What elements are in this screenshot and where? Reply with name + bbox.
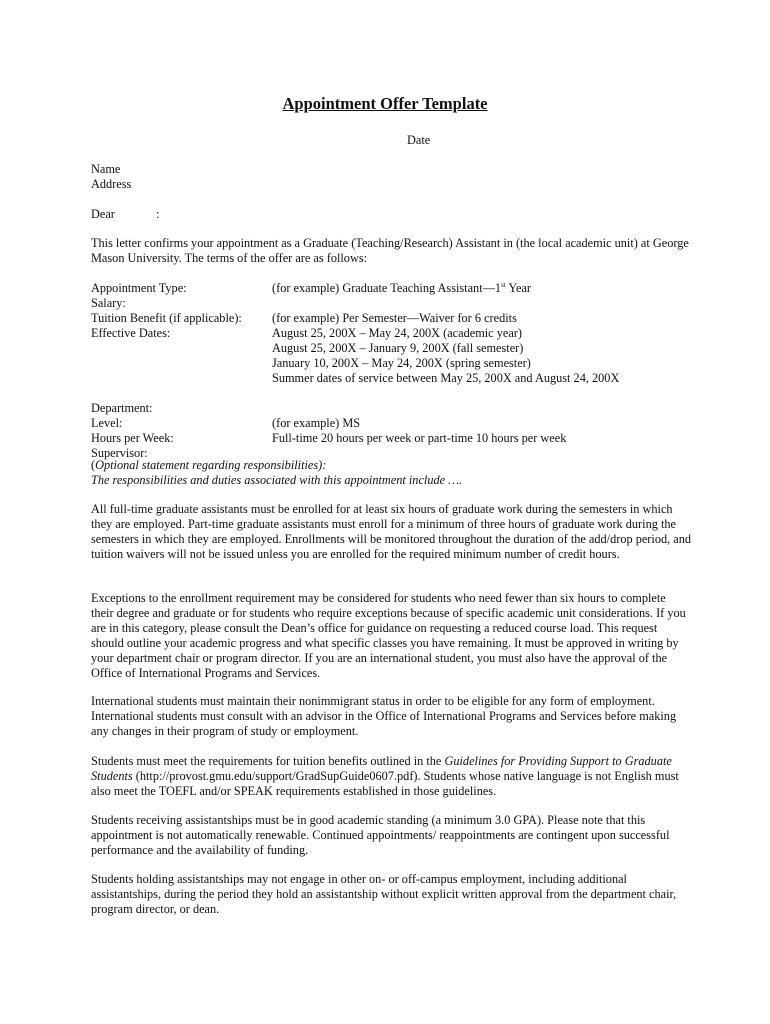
term-row-effective-dates — [91, 341, 691, 356]
tuition-paragraph: Students must meet the requirements for tuition benefits outlined in the Guidelines for Providing Support to Graduate Students (http://provost.gmu.edu/support/GradSupGuide0607.pdf). Students whose native language is not English must also meet the TOEFL and/or SPEAK requirements established in those guidelines. — [91, 754, 679, 798]
guidelines-title: Guidelines for Providing Support to Graduate Students — [91, 754, 672, 783]
international-paragraph: International students must maintain their nonimmigrant status in order to be eligible for any form of employment. International students must consult with an advisor in the Office of International Programs and Services before making any changes in their program of study or employment. — [91, 694, 677, 738]
term-label: Department: — [91, 401, 153, 415]
term-value: (for example) Graduate Teaching Assistant—1st Year — [272, 281, 532, 295]
term-value: Full-time 20 hours per week or part-time 10 hours per week — [272, 431, 567, 445]
term-label: Level: — [91, 416, 123, 430]
enrollment-paragraph: All full-time graduate assistants must be enrolled for at least six hours of graduate work during the semesters in which they are employed. Part-time graduate assistants must enroll for a minimum of three hours of graduate work during the semesters in which they are employed. Enrollments will be monitored throughout the duration of the add/drop period, and tuition waivers will not be issued unless you are enrolled for the required minimum number of credit hours. — [91, 502, 692, 561]
term-row-effective-dates — [91, 356, 691, 371]
term-value: (for example) Per Semester—Waiver for 6 credits — [272, 311, 517, 325]
employment-paragraph: Students holding assistantships may not engage in other on- or off-campus employment, including additional assistantships, during the period they hold an assistantship without explicit written approval from the department chair, program director, or dean. — [91, 872, 677, 916]
exceptions-paragraph: Exceptions to the enrollment requirement may be considered for students who need fewer than six hours to complete their degree and graduate or for students who require exceptions because of specific academic unit considerations. If you are in this category, please consult the Dean’s office for guidance on requesting a reduced course load. This request should outline your academic progress and what specific classes you have remaining. It must be approved in writing by your department chair or program director. If you are an international student, you must also have the approval of the Office of International Programs and Services. — [91, 591, 686, 680]
term-row-effective-dates — [91, 371, 691, 386]
term-label: Salary: — [91, 296, 126, 310]
term-label: Tuition Benefit (if applicable): — [91, 311, 242, 325]
date-line: Date — [407, 133, 431, 147]
term-row-level — [91, 416, 691, 431]
term-value: (for example) MS — [272, 416, 361, 430]
effective-date: August 25, 200X – May 24, 200X (academic year) — [272, 326, 522, 340]
optional-statement: (Optional statement regarding responsibilities): The responsibilities and duties associated with this appointment include …. — [91, 458, 463, 487]
term-row-department — [91, 401, 691, 416]
effective-date: August 25, 200X – January 9, 200X (fall semester) — [272, 341, 524, 355]
standing-paragraph: Students receiving assistantships must be in good academic standing (a minimum 3.0 GPA). Please note that this appointment is not automatically renewable. Continued appointments/ reappointments are contingent upon successful performance and the availability of funding. — [91, 813, 670, 857]
term-label: Hours per Week: — [91, 431, 174, 445]
recipient-address: Address — [91, 177, 132, 191]
recipient-name: Name — [91, 162, 121, 176]
effective-date: Summer dates of service between May 25, 200X and August 24, 200X — [272, 371, 620, 385]
terms-table — [91, 281, 691, 461]
effective-date: January 10, 200X – May 24, 200X (spring semester) — [272, 356, 531, 370]
term-row-tuition — [91, 311, 691, 326]
salutation-dear: Dear — [91, 207, 115, 221]
term-row-salary — [91, 296, 691, 311]
term-label: Supervisor: — [91, 446, 148, 460]
term-row-effective-dates — [91, 326, 691, 341]
salutation-colon: : — [156, 207, 160, 221]
document-title: Appointment Offer Template — [282, 94, 488, 113]
intro-paragraph: This letter confirms your appointment as a Graduate (Teaching/Research) Assistant in (the local academic unit) at George Mason University. The terms of the offer are as follows: — [91, 236, 689, 265]
ordinal-superscript: st — [501, 281, 506, 289]
term-label: Appointment Type: — [91, 281, 187, 295]
spacer — [91, 386, 691, 401]
term-label: Effective Dates: — [91, 326, 171, 340]
term-row-hours — [91, 431, 691, 446]
term-row-appointment-type — [91, 281, 691, 296]
